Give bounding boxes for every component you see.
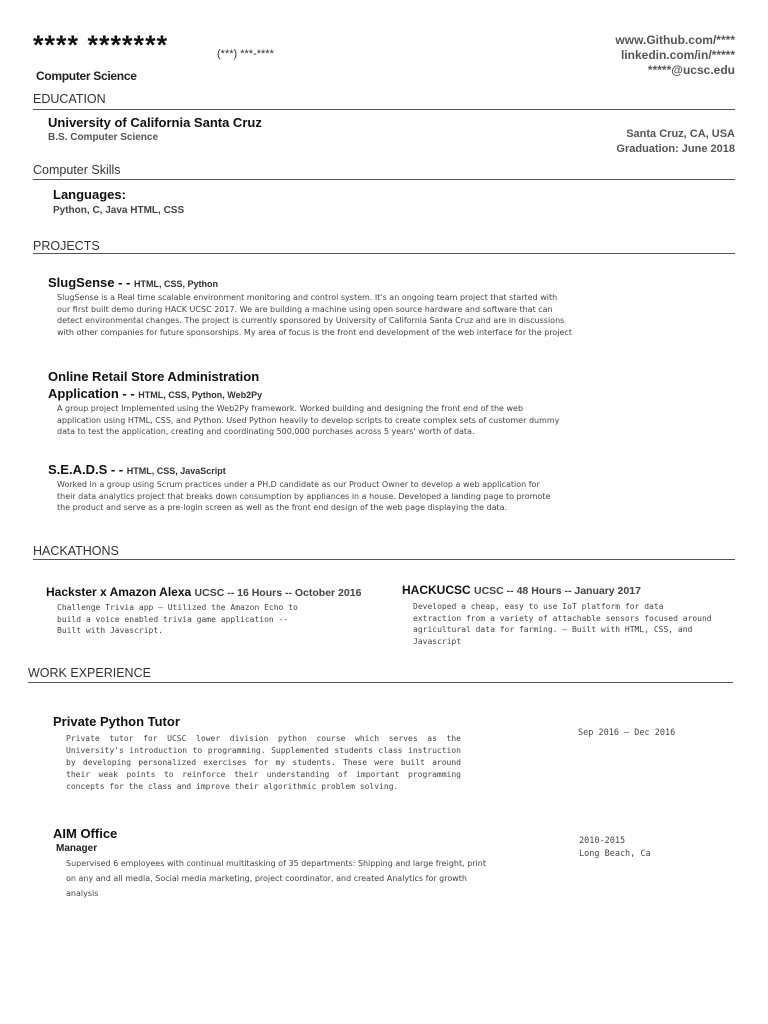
hackathon-title-hackucsc xyxy=(402,583,641,597)
projects-divider xyxy=(33,253,735,254)
graduation-date: Graduation: June 2018 xyxy=(616,143,735,155)
hackathons-heading: HACKATHONS xyxy=(33,544,119,558)
education-details xyxy=(616,127,735,157)
major-label: Computer Science xyxy=(36,69,137,83)
phone-number: (***) ***-**** xyxy=(217,48,274,60)
job-title-aim: AIM Office xyxy=(53,826,118,841)
job-dates-tutor: Sep 2016 – Dec 2016 xyxy=(578,728,676,738)
job-description-aim: Supervised 6 employees with continual multitasking of 35 departments: Shipping and large freight, print on any and all media, Social media marketing, project coordinator, and created Analytics for growth analysis xyxy=(66,859,486,898)
languages-list: Python, C, Java HTML, CSS xyxy=(53,205,185,216)
work-divider xyxy=(28,682,733,683)
job-location-aim: Long Beach, Ca xyxy=(579,849,651,859)
work-heading: WORK EXPERIENCE xyxy=(28,666,151,680)
email-link[interactable]: *****@ucsc.edu xyxy=(647,63,735,77)
project-description-slugsense: SlugSense is a Real time scalable environment monitoring and control system. It's an ongoing team project that started with our first built demo during HACK UCSC 2017. We are building a machine using open source hardware and software that can detect environmental changes. The project is currently sponsored by University of California Santa Cruz and are in discussions with other companies for future sponsorships. My area of focus is the front end development of the web interface for the project xyxy=(57,293,572,338)
education-divider xyxy=(33,109,735,110)
project-title-slugsense xyxy=(48,275,218,290)
projects-heading: PROJECTS xyxy=(33,239,100,253)
hackathons-divider xyxy=(33,559,735,560)
project-tech: HTML, CSS, JavaScript xyxy=(126,466,226,476)
job-dates-aim: 2010-2015 xyxy=(579,836,626,846)
project-name: SlugSense - - xyxy=(48,275,131,290)
school-name: University of California Santa Cruz xyxy=(48,115,262,130)
project-title-seads xyxy=(48,462,226,477)
project-name: S.E.A.D.S - - xyxy=(48,462,124,477)
hackathon-title-alexa xyxy=(46,585,361,599)
hackathon-name: HACKUCSC xyxy=(402,583,471,597)
project-description-seads: Worked in a group using Scrum practices under a PH.D candidate as our Product Owner to develop a web application for their data analytics project that breaks down consumption by appliances in a house. Developed a landing page to promote the product and serve as a pre-login screen as well as the front end design of the web page displaying the data. xyxy=(57,480,551,513)
project-title-retail-line1: Online Retail Store Administration xyxy=(48,369,260,384)
project-name: Application - - xyxy=(48,386,135,401)
project-title-retail xyxy=(48,386,262,401)
linkedin-link[interactable]: linkedin.com/in/***** xyxy=(620,48,735,62)
job-description-tutor: Private tutor for UCSC lower division python course which serves as the University's introduction to programming. Supplemented students class instruction by developing personalized exercises for my students. These were built around their weak points to reinforce their understanding of important programming concepts for the class and improve their algorithmic problem solving. xyxy=(66,734,461,791)
hackathon-description-alexa: Challenge Trivia app – Utilized the Amazon Echo to build a voice enabled trivia game application -- Built with Javascript. xyxy=(57,603,298,636)
hackathon-description-hackucsc: Developed a cheap, easy to use IoT platform for data extraction from a variety of attachable sensors focused around agricultural data for farming. – Built with HTML, CSS, and Javascript xyxy=(413,602,712,647)
contact-block xyxy=(615,33,735,78)
school-location: Santa Cruz, CA, USA xyxy=(626,128,735,140)
job-title-tutor: Private Python Tutor xyxy=(53,714,180,729)
education-heading: EDUCATION xyxy=(33,92,106,106)
github-link[interactable]: www.Github.com/**** xyxy=(615,33,735,47)
hackathon-meta: UCSC -- 16 Hours -- October 2016 xyxy=(194,587,362,599)
hackathon-meta: UCSC -- 48 Hours -- January 2017 xyxy=(474,585,641,597)
project-tech: HTML, CSS, Python xyxy=(133,279,218,289)
hackathon-name: Hackster x Amazon Alexa xyxy=(46,585,192,599)
resume-name: **** ******* xyxy=(33,30,169,60)
skills-heading: Computer Skills xyxy=(33,163,121,177)
languages-label: Languages: xyxy=(53,187,126,202)
project-tech: HTML, CSS, Python, Web2Py xyxy=(138,390,263,400)
job-role-aim: Manager xyxy=(56,843,98,854)
skills-divider xyxy=(33,179,735,180)
project-description-retail: A group project Implemented using the Web2Py framework. Worked building and designing the front end of the web application using HTML, CSS, and Python. Used Python heavily to develop scripts to create complex sets of customer dummy data to test the application, creating and coordinating 500,000 purchases across 5 years' worth of data. xyxy=(57,404,560,437)
degree: B.S. Computer Science xyxy=(48,132,159,143)
